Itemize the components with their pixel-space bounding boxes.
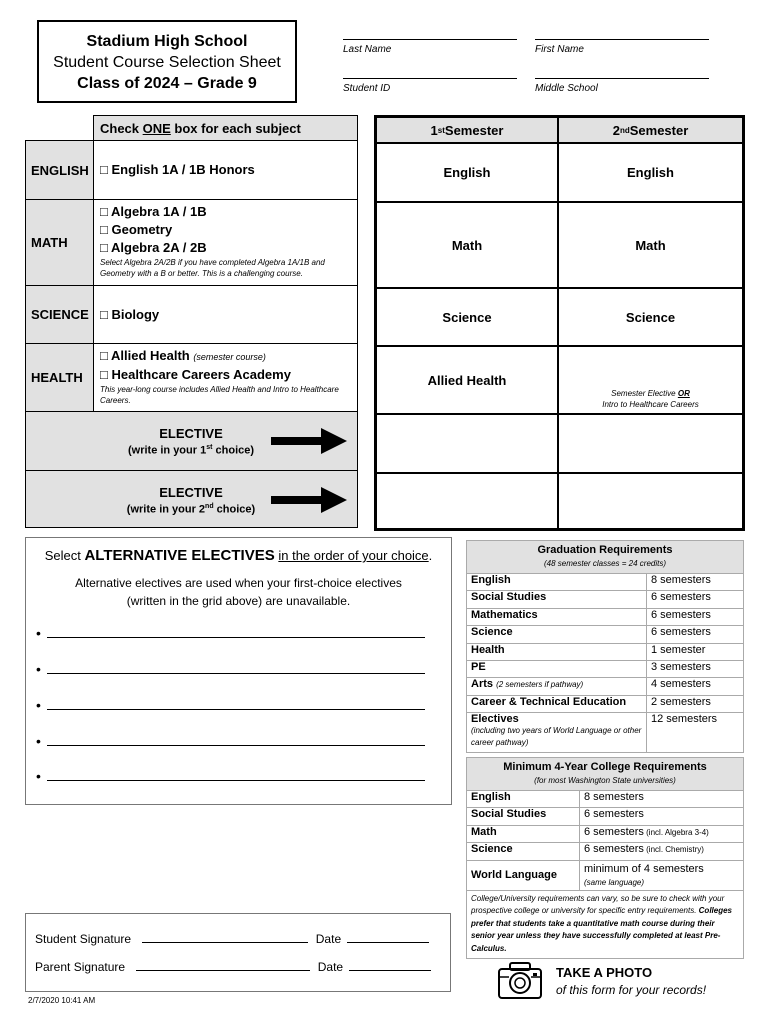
table-row <box>467 574 744 591</box>
college-value: 8 semesters <box>580 791 744 808</box>
sem2-elective1-input[interactable] <box>559 415 742 474</box>
grad-subject: Arts (2 semesters if pathway) <box>467 678 647 695</box>
college-value: 6 semesters (incl. Algebra 3-4) <box>580 825 744 842</box>
checkbox-icon[interactable]: □ <box>100 222 108 237</box>
college-value: 6 semesters <box>580 808 744 825</box>
checkbox-icon[interactable]: □ <box>100 348 108 363</box>
sem2-health-line2: Intro to Healthcare Careers <box>602 400 699 409</box>
table-row <box>467 643 744 660</box>
grad-subject: Social Studies <box>467 591 647 608</box>
title-box <box>37 20 297 103</box>
grad-value: 8 semesters <box>647 574 744 591</box>
sem1-health: Allied Health <box>377 347 559 415</box>
table-row <box>467 591 744 608</box>
grad-electives-subject: Electives (including two years of World Language or other career pathway) <box>467 713 647 753</box>
parent-date-field[interactable] <box>349 961 431 971</box>
signature-box <box>25 913 451 992</box>
checkbox-icon[interactable]: □ <box>100 240 108 255</box>
subject-science: SCIENCE <box>25 285 94 344</box>
school-name: Stadium High School <box>86 33 248 50</box>
sem1-elective1-input[interactable] <box>377 415 559 474</box>
health-options <box>93 343 358 412</box>
alt-choice-5[interactable]: • <box>36 768 425 784</box>
student-date-field[interactable] <box>347 933 429 943</box>
photo-title: TAKE A PHOTO <box>556 965 653 980</box>
college-subject: Science <box>467 843 580 860</box>
sem1-elective2-input[interactable] <box>377 474 559 528</box>
alt-choice-3[interactable]: • <box>36 697 425 713</box>
college-table <box>466 757 744 959</box>
table-row <box>467 678 744 695</box>
health-note: This year-long course includes Allied Health and Intro to Healthcare Careers. <box>100 385 339 405</box>
math-option-algebra2[interactable]: □ Algebra 2A / 2B <box>100 240 207 255</box>
elective-2-sub: (write in your 2nd choice) <box>126 503 256 516</box>
alternative-electives-box <box>25 537 452 805</box>
student-id-field[interactable] <box>343 78 517 79</box>
grad-value: 4 semesters <box>647 678 744 695</box>
checkbox-icon[interactable]: □ <box>100 204 108 219</box>
middle-school-field[interactable] <box>535 78 709 79</box>
grad-subject: Mathematics <box>467 608 647 625</box>
college-value: 6 semesters (incl. Chemistry) <box>580 843 744 860</box>
timestamp: 2/7/2020 10:41 AM <box>28 996 96 1005</box>
sem2-health <box>559 347 742 415</box>
grad-value: 6 semesters <box>647 591 744 608</box>
photo-subtitle: of this form for your records! <box>556 983 707 997</box>
table-row <box>467 808 744 825</box>
elective-2-title: ELECTIVE <box>159 485 223 500</box>
math-options <box>93 199 358 286</box>
grad-subject: English <box>467 574 647 591</box>
table-row <box>467 860 744 890</box>
english-option[interactable]: □ English 1A / 1B Honors <box>100 162 255 177</box>
middle-school-label: Middle School <box>535 83 598 94</box>
table-row <box>467 791 744 808</box>
college-header: Minimum 4-Year College Requirements (for most Washington State universities) <box>467 758 744 791</box>
semester-1-header: 1 st Semester <box>377 118 559 144</box>
college-wl-subject: World Language <box>467 860 580 890</box>
parent-date-label: Date <box>317 960 344 974</box>
camera-icon <box>497 960 543 1000</box>
math-note: Select Algebra 2A/2B if you have completed Algebra 1A/1B and Geometry with a B or better. This is a challenging course. <box>100 258 325 278</box>
grad-value: 6 semesters <box>647 608 744 625</box>
science-options <box>93 285 358 344</box>
student-signature-label: Student Signature <box>35 932 132 946</box>
health-option-allied[interactable]: □ Allied Health (semester course) <box>100 348 266 363</box>
health-option-academy[interactable]: □ Healthcare Careers Academy <box>100 367 291 382</box>
table-row <box>467 626 744 643</box>
student-signature-row <box>35 932 429 946</box>
table-row <box>467 660 744 677</box>
elective-1-label <box>25 411 358 471</box>
alt-description: Alternative electives are used when your first-choice electives (written in the grid above) are unavailable. <box>75 576 402 608</box>
sem2-math: Math <box>559 203 742 289</box>
college-footnote: College/University requirements can vary, so be sure to check with your prospective college or university for specific entry requirements. Colleges prefer that students take a quantitative math course during their senior year unless they have successfully completed at least Pre-Calculus. <box>467 890 744 959</box>
college-subject: English <box>467 791 580 808</box>
grad-electives-value: 12 semesters <box>647 713 744 753</box>
sem1-math: Math <box>377 203 559 289</box>
sem2-english: English <box>559 144 742 203</box>
table-row <box>467 713 744 753</box>
college-subject: Social Studies <box>467 808 580 825</box>
last-name-label: Last Name <box>343 44 392 55</box>
table-row <box>467 608 744 625</box>
sem2-elective2-input[interactable] <box>559 474 742 528</box>
form-title: Student Course Selection Sheet <box>53 54 281 71</box>
alt-choice-4[interactable]: • <box>36 733 425 749</box>
subject-english: ENGLISH <box>25 140 94 200</box>
last-name-field[interactable] <box>343 39 517 40</box>
semester-grid <box>374 115 745 531</box>
parent-signature-field[interactable] <box>136 961 310 971</box>
subject-math: MATH <box>25 199 94 286</box>
alt-choice-2[interactable]: • <box>36 661 425 677</box>
grad-value: 1 semester <box>647 643 744 660</box>
checkbox-icon[interactable]: □ <box>100 162 108 177</box>
parent-signature-label: Parent Signature <box>35 960 126 974</box>
grad-value: 6 semesters <box>647 626 744 643</box>
first-name-label: First Name <box>535 44 584 55</box>
math-option-geometry[interactable]: □ Geometry <box>100 222 173 237</box>
right-arrow-icon <box>271 428 347 454</box>
checkbox-icon[interactable]: □ <box>100 307 108 322</box>
sem1-science: Science <box>377 289 559 347</box>
semester-2-header: 2 nd Semester <box>559 118 742 144</box>
grad-subject: PE <box>467 660 647 677</box>
college-subject: Math <box>467 825 580 842</box>
grad-subject: Career & Technical Education <box>467 695 647 712</box>
student-date-label: Date <box>315 932 342 946</box>
graduation-table <box>466 540 744 753</box>
sem2-health-line1: Semester Elective OR <box>611 389 690 398</box>
table-row <box>467 825 744 842</box>
grad-subject: Science <box>467 626 647 643</box>
subject-health: HEALTH <box>25 343 94 412</box>
class-grade: Class of 2024 – Grade 9 <box>77 75 257 92</box>
alt-choice-1[interactable]: • <box>36 625 425 641</box>
alt-title: Select ALTERNATIVE ELECTIVES in the order of your choice. <box>44 547 433 564</box>
checkbox-icon[interactable]: □ <box>100 367 108 382</box>
science-option[interactable]: □ Biology <box>100 307 160 322</box>
grad-value: 3 semesters <box>647 660 744 677</box>
sem1-english: English <box>377 144 559 203</box>
table-row <box>467 843 744 860</box>
table-row <box>467 695 744 712</box>
college-wl-value: minimum of 4 semesters (same language) <box>580 860 744 890</box>
graduation-header: Graduation Requirements (48 semester classes = 24 credits) <box>467 541 744 574</box>
english-options <box>93 140 358 200</box>
student-id-label: Student ID <box>343 83 391 94</box>
grid-instruction: Check ONE box for each subject <box>93 115 358 141</box>
elective-1-sub: (write in your 1st choice) <box>127 444 255 457</box>
sem2-science: Science <box>559 289 742 347</box>
elective-1-title: ELECTIVE <box>159 426 223 441</box>
right-arrow-icon <box>271 487 347 513</box>
elective-2-label <box>25 470 358 528</box>
first-name-field[interactable] <box>535 39 709 40</box>
student-signature-field[interactable] <box>142 933 308 943</box>
math-option-algebra1[interactable]: □ Algebra 1A / 1B <box>100 204 207 219</box>
parent-signature-row <box>35 960 431 974</box>
grad-subject: Health <box>467 643 647 660</box>
grad-value: 2 semesters <box>647 695 744 712</box>
